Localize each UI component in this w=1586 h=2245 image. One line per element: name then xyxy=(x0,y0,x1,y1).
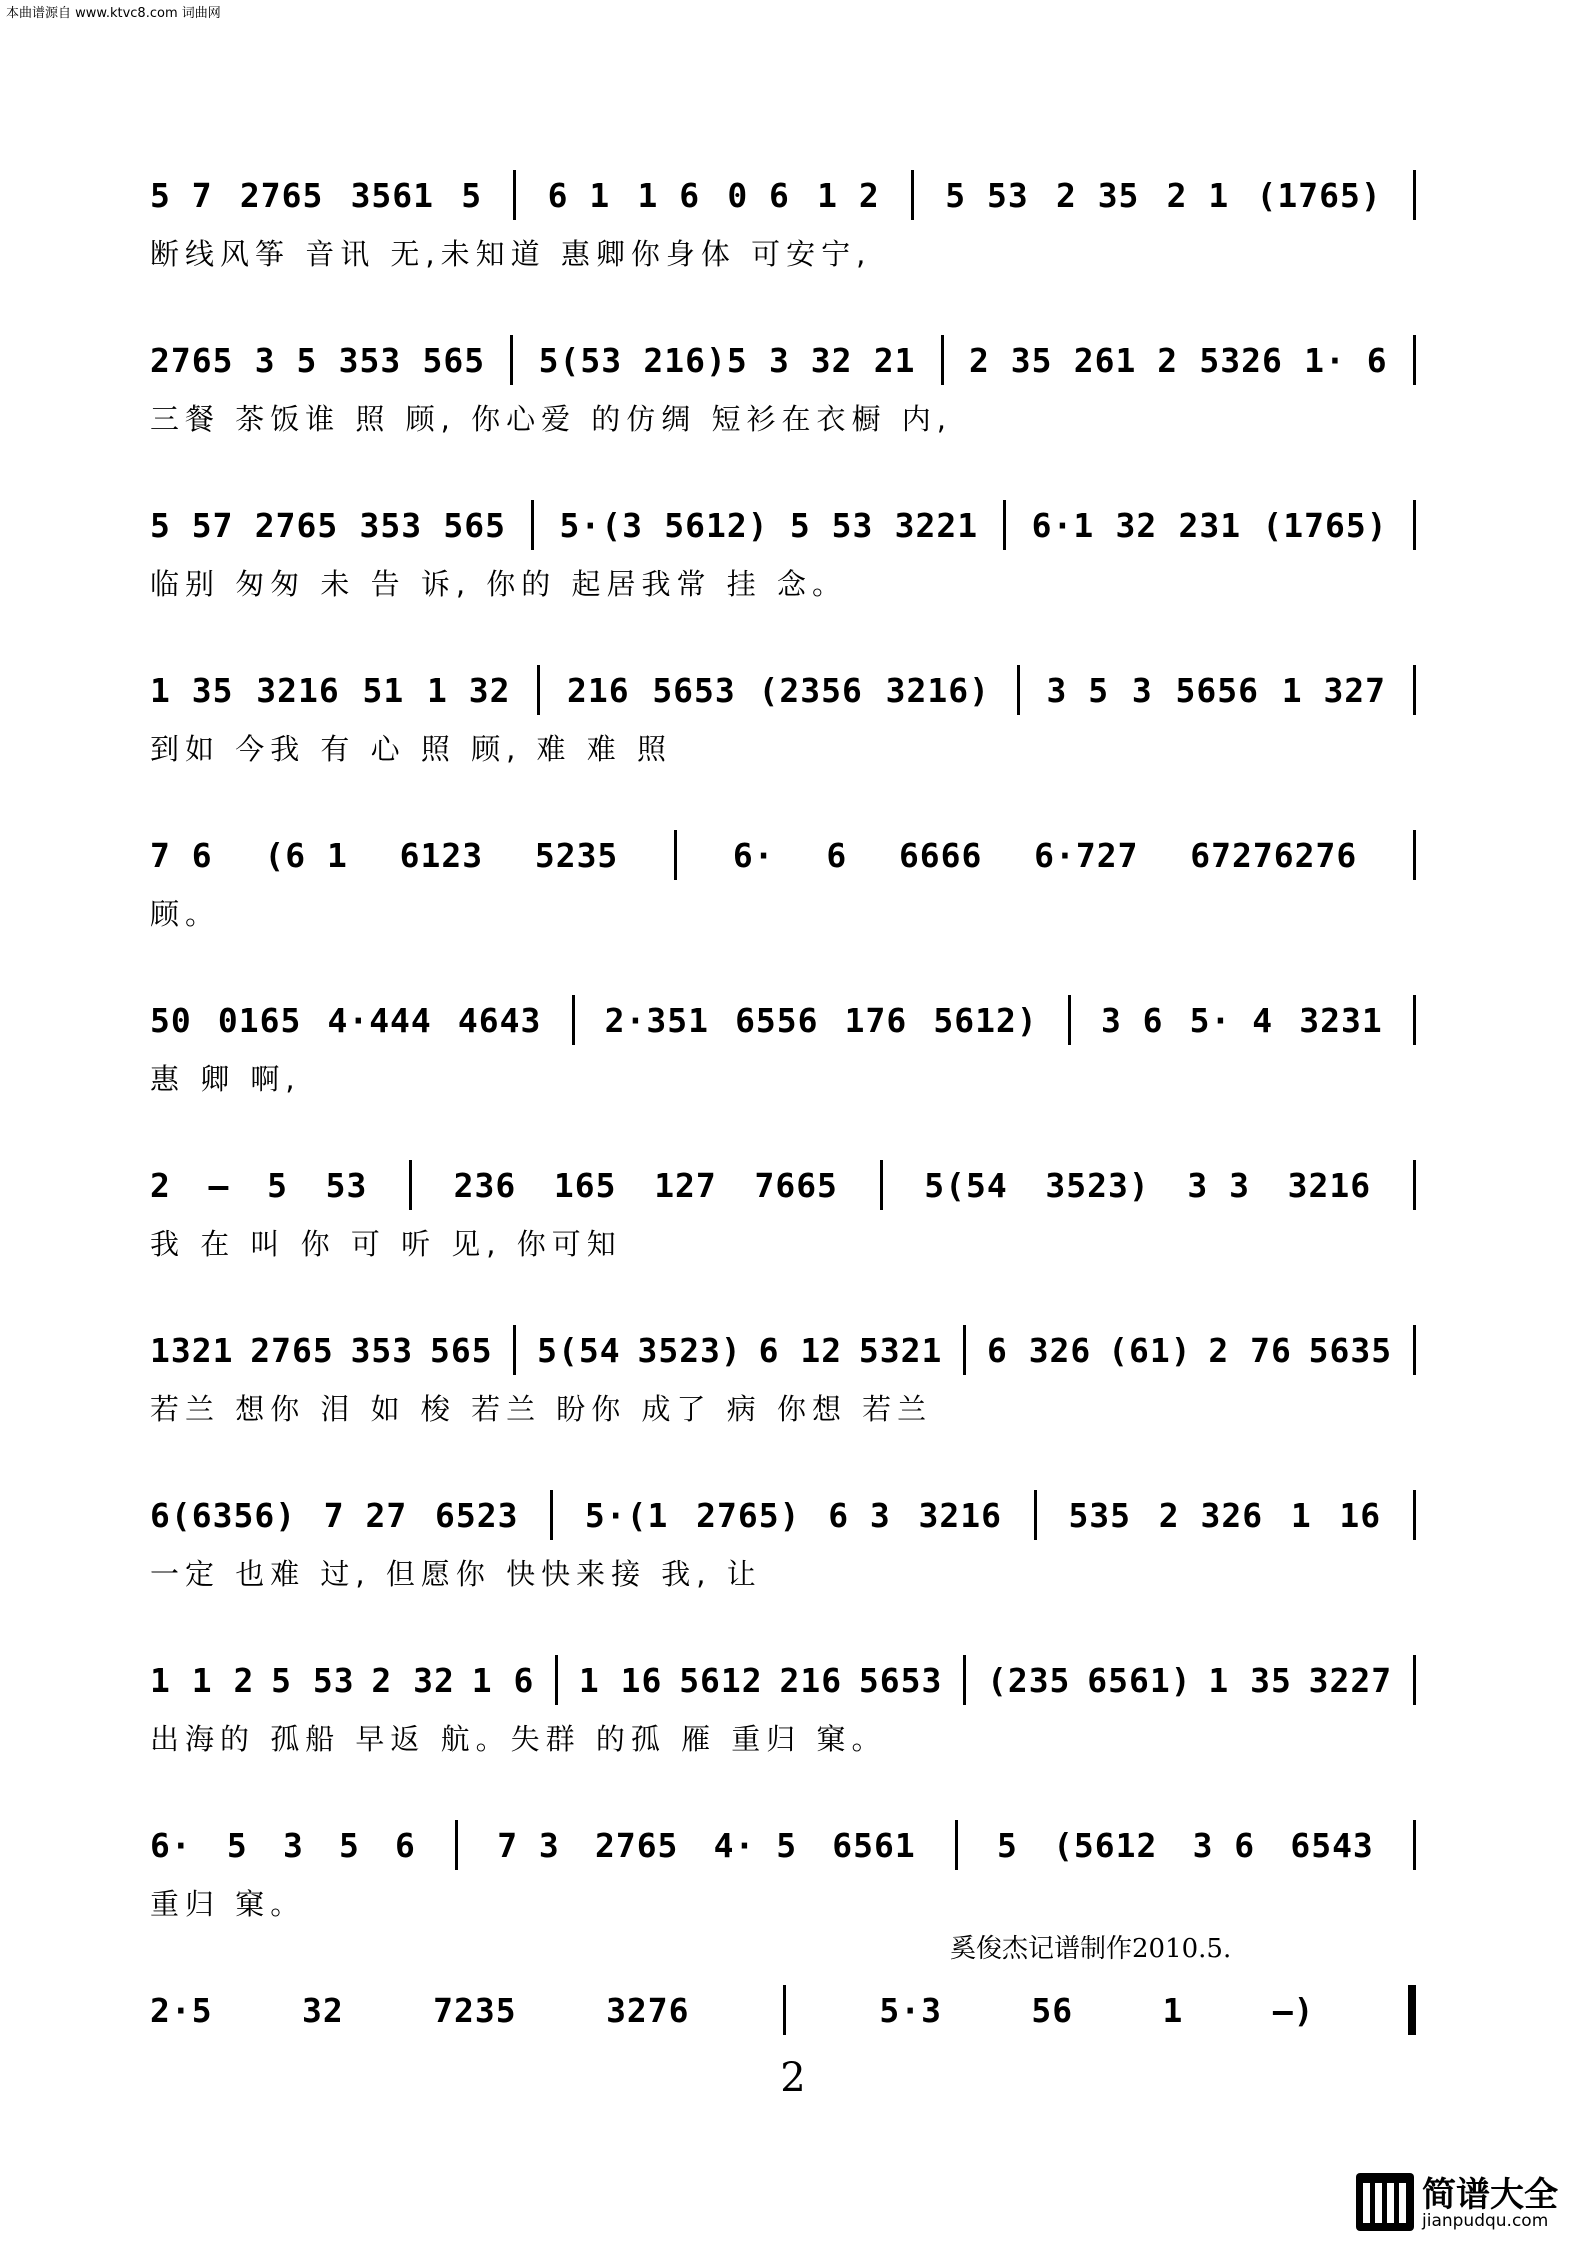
note-group: 21 xyxy=(873,340,916,380)
note-group: 0 6 xyxy=(727,175,790,215)
note-group: 1 1 2 xyxy=(150,1660,255,1700)
notation-line xyxy=(150,665,1420,715)
note-group: 1 xyxy=(1290,1495,1312,1535)
note-group: 7665 xyxy=(754,1165,838,1205)
note-group: 1321 xyxy=(150,1330,234,1370)
note-group: 3231 xyxy=(1299,1000,1383,1040)
note-group: 6 326 xyxy=(986,1330,1092,1370)
note-group: 5 xyxy=(338,1825,360,1865)
note-group: (6 1 xyxy=(264,835,348,875)
note-group: 5 57 xyxy=(150,505,234,545)
note-group: 2 1 xyxy=(1166,175,1230,215)
note-group: 5(54 xyxy=(537,1330,621,1370)
bar-line xyxy=(1034,1490,1037,1540)
note-group: –) xyxy=(1272,1990,1315,2030)
note-group: 5·(3 xyxy=(559,505,643,545)
note-group: 5(53 xyxy=(538,340,623,380)
note-group: 2765 xyxy=(150,340,234,380)
lyric-line: 一定 也难 过, 但愿你 快快来接 我, 让 xyxy=(150,1557,762,1591)
note-group: 565 xyxy=(429,1330,493,1370)
note-group: 56 xyxy=(1031,1990,1074,2030)
note-group: 6· xyxy=(732,835,775,875)
note-group: 7 6 xyxy=(150,835,213,875)
note-group: 5 xyxy=(461,175,483,215)
note-group: 16 xyxy=(1339,1495,1382,1535)
notation-line xyxy=(150,1820,1420,1870)
note-group: (5612 xyxy=(1053,1825,1158,1865)
note-group: 3216 xyxy=(1287,1165,1372,1205)
notation-line xyxy=(150,170,1420,220)
logo-brand: 简谱大全 xyxy=(1422,2175,1558,2215)
page-number: 2 xyxy=(780,2055,806,2101)
note-group: 6(6356) xyxy=(150,1495,297,1535)
note-group: 53 xyxy=(325,1165,368,1205)
note-group: (61) xyxy=(1108,1330,1192,1370)
note-group: 32 xyxy=(302,1990,344,2030)
note-group: (2356 xyxy=(758,670,863,710)
note-group: 3221 xyxy=(894,505,979,545)
note-group: 5·(1 xyxy=(584,1495,669,1535)
note-group: 3523) xyxy=(637,1330,742,1370)
notation-line xyxy=(150,1490,1420,1540)
note-group: 6 xyxy=(395,1825,416,1865)
note-group: 3 6 xyxy=(1100,1000,1164,1040)
note-group: 3 32 xyxy=(769,340,853,380)
note-group: 6666 xyxy=(898,835,983,875)
note-group: 6543 xyxy=(1290,1825,1374,1865)
lyric-line: 惠 卿 啊, xyxy=(150,1062,301,1096)
note-group: 216 xyxy=(566,670,630,710)
note-group: 176 xyxy=(844,1000,908,1040)
note-group: 2 76 xyxy=(1208,1330,1292,1370)
note-group: 236 xyxy=(453,1165,517,1205)
score-system xyxy=(150,800,1420,965)
note-group: 216 xyxy=(779,1660,843,1700)
bar-line xyxy=(1413,1325,1416,1375)
notation-line xyxy=(150,1985,1420,2035)
notation-line xyxy=(150,1160,1420,1210)
note-group: 2 32 xyxy=(371,1660,455,1700)
notation-line xyxy=(150,335,1420,385)
notation-line xyxy=(150,995,1420,1045)
note-group: 5 xyxy=(226,1825,248,1865)
note-group: 5 53 xyxy=(271,1660,355,1700)
lyric-line: 临别 匆匆 未 告 诉, 你的 起居我常 挂 念。 xyxy=(150,567,847,601)
piano-keys-icon xyxy=(1356,2173,1414,2231)
note-group: 5(54 xyxy=(924,1165,1008,1205)
bar-line xyxy=(1413,995,1416,1045)
note-group: 5612) xyxy=(664,505,769,545)
score-system xyxy=(150,305,1420,470)
note-group: 2765) xyxy=(696,1495,801,1535)
score-system xyxy=(150,1625,1420,1790)
note-group: 6556 xyxy=(735,1000,819,1040)
bar-line xyxy=(1413,170,1416,220)
bar-line xyxy=(955,1820,958,1870)
bar-line xyxy=(1413,665,1416,715)
lyric-line: 三餐 茶饭谁 照 顾, 你心爱 的仿绸 短衫在衣橱 内, xyxy=(150,402,952,436)
note-group: 2·5 xyxy=(150,1990,213,2030)
note-group: 3 5 xyxy=(254,340,318,380)
note-group: 7235 xyxy=(433,1990,517,2030)
notation-line xyxy=(150,830,1420,880)
note-group: 1· 6 xyxy=(1304,340,1388,380)
bar-line xyxy=(911,170,914,220)
note-group: 127 xyxy=(654,1165,717,1205)
bar-line xyxy=(513,1325,516,1375)
note-group: 3 3 xyxy=(1187,1165,1250,1205)
note-group: 6 1 xyxy=(547,175,611,215)
bar-line xyxy=(531,500,534,550)
note-group: 1 32 xyxy=(426,670,511,710)
bar-line xyxy=(510,335,513,385)
bar-line xyxy=(783,1985,786,2035)
note-group: 4·444 xyxy=(327,1000,432,1040)
bar-line xyxy=(1017,665,1020,715)
bar-line xyxy=(513,170,516,220)
bar-line xyxy=(1413,1655,1416,1705)
note-group: 5612) xyxy=(933,1000,1038,1040)
bar-line xyxy=(1003,500,1006,550)
note-group: 3 5 xyxy=(1046,670,1110,710)
note-group: 1 35 xyxy=(150,670,234,710)
bar-line xyxy=(1068,995,1071,1045)
logo-url: jianpudqu.com xyxy=(1422,2211,1549,2231)
note-group: 5· 4 xyxy=(1189,1000,1274,1040)
note-group: – xyxy=(208,1165,230,1205)
note-group: 5 53 xyxy=(789,505,874,545)
note-group: 6 xyxy=(826,835,848,875)
lyric-line: 出海的 孤船 早返 航。失群 的孤 雁 重归 窠。 xyxy=(150,1722,887,1756)
note-group: 3216 xyxy=(256,670,340,710)
score-system xyxy=(150,1295,1420,1460)
note-group: 5 xyxy=(997,1825,1018,1865)
note-group: 6123 xyxy=(399,835,484,875)
note-group: 231 xyxy=(1178,505,1242,545)
bar-line xyxy=(1413,1820,1416,1870)
note-group: 3523) xyxy=(1045,1165,1150,1205)
note-group: 3216 xyxy=(918,1495,1002,1535)
lyric-line: 若兰 想你 泪 如 梭 若兰 盼你 成了 病 你想 若兰 xyxy=(150,1392,933,1426)
note-group: 5235 xyxy=(534,835,619,875)
note-group: 565 xyxy=(422,340,486,380)
note-group: 6· xyxy=(150,1825,192,1865)
note-group: 4643 xyxy=(457,1000,542,1040)
note-group: 6523 xyxy=(435,1495,519,1535)
note-group: 6·727 xyxy=(1034,835,1139,875)
note-group: 1 6 xyxy=(637,175,701,215)
note-group: 5653 xyxy=(652,670,736,710)
bar-line xyxy=(880,1160,883,1210)
note-group: 5 xyxy=(267,1165,288,1205)
bar-line xyxy=(572,995,575,1045)
lyric-line: 断线风筝 音讯 无,未知道 惠卿你身体 可安宁, xyxy=(150,237,872,271)
note-group: 2 35 xyxy=(969,340,1053,380)
transcriber-credit: 奚俊杰记谱制作2010.5. xyxy=(950,1934,1232,1964)
note-group: 5656 xyxy=(1175,670,1259,710)
note-group: 2 xyxy=(150,1165,171,1205)
lyric-line: 顾。 xyxy=(150,897,221,931)
note-group: 5·3 xyxy=(879,1990,942,2030)
bar-line xyxy=(963,1655,966,1705)
note-group: 3561 xyxy=(350,175,435,215)
note-group: 50 xyxy=(150,1000,192,1040)
note-group: 2765 xyxy=(250,1330,334,1370)
note-group: 6561) xyxy=(1087,1660,1192,1700)
note-group: 1 35 xyxy=(1208,1660,1292,1700)
note-group: 5 53 xyxy=(945,175,1029,215)
note-group: 2765 xyxy=(239,175,324,215)
bar-line xyxy=(1413,1490,1416,1540)
note-group: 565 xyxy=(443,505,506,545)
note-group: 535 xyxy=(1068,1495,1132,1535)
source-line: 本曲谱源自 www.ktvc8.com 词曲网 xyxy=(6,6,221,21)
note-group: 7 27 xyxy=(323,1495,408,1535)
note-group: 3216) xyxy=(885,670,990,710)
score-system xyxy=(150,1460,1420,1625)
lyric-line: 到如 今我 有 心 照 顾, 难 难 照 xyxy=(150,732,672,766)
note-group: 4· 5 xyxy=(713,1825,798,1865)
bar-line xyxy=(555,1655,558,1705)
note-group: 1 327 xyxy=(1281,670,1387,710)
note-group: 1 6 xyxy=(471,1660,535,1700)
notation-line xyxy=(150,1655,1420,1705)
note-group: 1 16 xyxy=(578,1660,663,1700)
score-body xyxy=(150,140,1420,2120)
note-group: 7 3 xyxy=(497,1825,560,1865)
note-group: (235 xyxy=(986,1660,1071,1700)
bar-line xyxy=(941,335,944,385)
note-group: (1765) xyxy=(1256,175,1382,215)
note-group: 5635 xyxy=(1308,1330,1393,1370)
site-logo xyxy=(1356,2167,1576,2237)
note-group: 3276 xyxy=(606,1990,690,2030)
note-group: 353 xyxy=(338,340,402,380)
bar-line xyxy=(674,830,677,880)
note-group: (1765) xyxy=(1262,505,1388,545)
lyric-line: 我 在 叫 你 可 听 见, 你可知 xyxy=(150,1227,622,1261)
note-group: 216)5 xyxy=(643,340,748,380)
notation-line xyxy=(150,1325,1420,1375)
note-group: 3 6 xyxy=(1192,1825,1256,1865)
note-group: 67276276 xyxy=(1190,835,1358,875)
note-group: 3 xyxy=(1131,670,1153,710)
note-group: 5612 xyxy=(679,1660,763,1700)
notation-line xyxy=(150,500,1420,550)
note-group: 165 xyxy=(553,1165,617,1205)
score-system xyxy=(150,470,1420,635)
note-group: 6 12 xyxy=(758,1330,843,1370)
score-system xyxy=(150,140,1420,305)
note-group: 2·351 xyxy=(604,1000,709,1040)
note-group: 3227 xyxy=(1308,1660,1393,1700)
note-group: 0165 xyxy=(217,1000,302,1040)
note-group: 6561 xyxy=(832,1825,916,1865)
bar-line xyxy=(550,1490,553,1540)
bar-line xyxy=(1408,1985,1416,2035)
score-system xyxy=(150,965,1420,1130)
lyric-line: 重归 窠。 xyxy=(150,1887,306,1921)
note-group: 2765 xyxy=(594,1825,679,1865)
note-group: 5326 xyxy=(1199,340,1283,380)
note-group: 2 35 xyxy=(1055,175,1140,215)
score-system xyxy=(150,1130,1420,1295)
bar-line xyxy=(1413,1160,1416,1210)
note-group: 1 2 xyxy=(817,175,880,215)
note-group: 3 xyxy=(282,1825,304,1865)
note-group: 5653 xyxy=(858,1660,943,1700)
note-group: 32 xyxy=(1115,505,1158,545)
note-group: 353 xyxy=(350,1330,414,1370)
bar-line xyxy=(1413,500,1416,550)
note-group: 5 7 xyxy=(150,175,213,215)
bar-line xyxy=(963,1325,966,1375)
note-group: 2765 xyxy=(254,505,339,545)
score-system xyxy=(150,635,1420,800)
note-group: 51 xyxy=(362,670,405,710)
bar-line xyxy=(1413,335,1416,385)
note-group: 6·1 xyxy=(1031,505,1095,545)
note-group: 2 326 xyxy=(1158,1495,1264,1535)
note-group: 1 xyxy=(1162,1990,1184,2030)
note-group: 6 3 xyxy=(828,1495,891,1535)
bar-line xyxy=(455,1820,458,1870)
bar-line xyxy=(1413,830,1416,880)
note-group: 261 2 xyxy=(1073,340,1179,380)
bar-line xyxy=(537,665,540,715)
bar-line xyxy=(409,1160,412,1210)
note-group: 353 xyxy=(359,505,423,545)
note-group: 5321 xyxy=(858,1330,943,1370)
